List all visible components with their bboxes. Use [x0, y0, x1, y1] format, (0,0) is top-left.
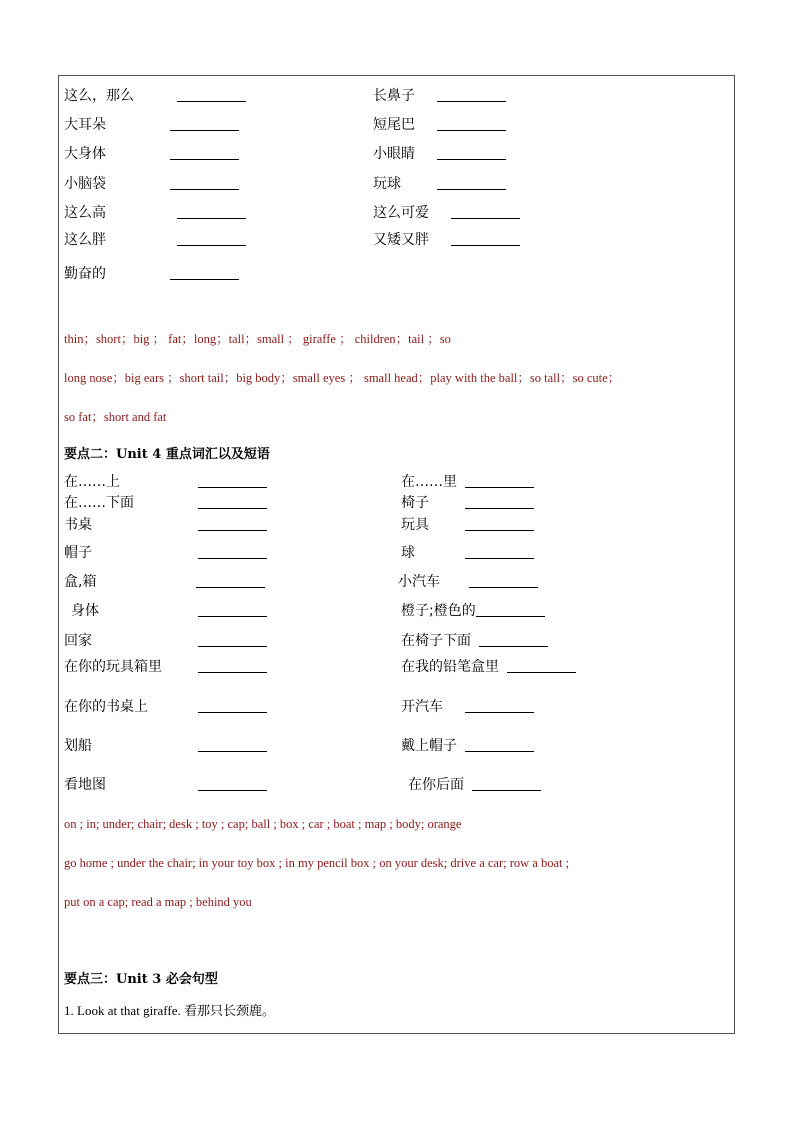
answer-blank[interactable] [198, 646, 267, 647]
answer-blank[interactable] [437, 189, 506, 190]
answer-blank[interactable] [177, 245, 246, 246]
answer-blank[interactable] [198, 487, 267, 488]
vocab-prompt: 大身体 [64, 146, 106, 162]
vocab-prompt: 球 [401, 545, 415, 561]
answer-blank[interactable] [177, 101, 246, 102]
vocab-prompt: 勤奋的 [64, 266, 106, 282]
answer-key-line: go home ; under the chair; in your toy box ; in my pencil box ; on your desk; drive a car; row a boat ; [64, 856, 570, 870]
vocab-prompt: 帽子 [64, 545, 92, 561]
key-sentence: 1. Look at that giraffe. 看那只长颈鹿。 [64, 1003, 275, 1018]
answer-blank[interactable] [198, 790, 267, 791]
vocab-prompt: 长鼻子 [373, 88, 415, 104]
section-heading: 要点三：Unit 3 必会句型 [64, 972, 218, 987]
answer-blank[interactable] [465, 712, 534, 713]
answer-blank[interactable] [170, 279, 239, 280]
answer-blank[interactable] [198, 712, 267, 713]
answer-key-line: so fat；short and fat [64, 410, 167, 424]
vocab-prompt: 盒,箱 [64, 574, 97, 590]
vocab-prompt: 这么可爱 [373, 205, 429, 221]
vocab-prompt: 在你的书桌上 [64, 699, 148, 715]
vocab-prompt: 身体 [71, 603, 99, 619]
vocab-prompt: 又矮又胖 [373, 232, 429, 248]
answer-blank[interactable] [196, 587, 265, 588]
vocab-prompt: 书桌 [64, 517, 92, 533]
answer-blank[interactable] [476, 616, 545, 617]
vocab-prompt: 在我的铅笔盒里 [401, 659, 499, 675]
answer-blank[interactable] [507, 672, 576, 673]
answer-blank[interactable] [451, 218, 520, 219]
answer-blank[interactable] [198, 672, 267, 673]
answer-key-line: thin；short；big ； fat；long；tall；small ； giraffe ； children；tail ；so [64, 332, 451, 346]
vocab-prompt: 在你后面 [408, 777, 464, 793]
vocab-prompt: 这么，那么 [64, 88, 134, 104]
answer-key-line: put on a cap; read a map ; behind you [64, 895, 252, 909]
answer-key-line: long nose；big ears ；short tail；big body；small eyes ； small head；play with the ball；so tall；so cute； [64, 371, 621, 385]
answer-blank[interactable] [437, 101, 506, 102]
vocab-prompt: 这么胖 [64, 232, 106, 248]
vocab-prompt: 戴上帽子 [401, 738, 457, 754]
answer-blank[interactable] [465, 751, 534, 752]
vocab-prompt: 这么高 [64, 205, 106, 221]
answer-blank[interactable] [170, 130, 239, 131]
answer-blank[interactable] [177, 218, 246, 219]
answer-blank[interactable] [465, 508, 534, 509]
answer-blank[interactable] [451, 245, 520, 246]
answer-blank[interactable] [479, 646, 548, 647]
vocab-prompt: 大耳朵 [64, 117, 106, 133]
vocab-prompt: 划船 [64, 738, 92, 754]
answer-blank[interactable] [198, 508, 267, 509]
vocab-prompt: 看地图 [64, 777, 106, 793]
vocab-prompt: 在椅子下面 [401, 633, 471, 649]
vocab-prompt: 在……上 [64, 474, 120, 490]
answer-key-line: on ; in; under; chair; desk ; toy ; cap; ball ; box ; car ; boat ; map ; body; orange [64, 817, 462, 831]
vocab-prompt: 小眼睛 [373, 146, 415, 162]
answer-blank[interactable] [437, 130, 506, 131]
answer-blank[interactable] [198, 751, 267, 752]
answer-blank[interactable] [469, 587, 538, 588]
vocab-prompt: 回家 [64, 633, 92, 649]
vocab-prompt: 椅子 [401, 495, 429, 511]
vocab-prompt: 小汽车 [398, 574, 440, 590]
vocab-prompt: 小脑袋 [64, 176, 106, 192]
answer-blank[interactable] [437, 159, 506, 160]
vocab-prompt: 玩球 [373, 176, 401, 192]
vocab-prompt: 在……里 [401, 474, 457, 490]
answer-blank[interactable] [170, 189, 239, 190]
answer-blank[interactable] [170, 159, 239, 160]
answer-blank[interactable] [198, 530, 267, 531]
answer-blank[interactable] [198, 558, 267, 559]
vocab-prompt: 橙子;橙色的 [401, 603, 476, 619]
answer-blank[interactable] [465, 487, 534, 488]
answer-blank[interactable] [465, 558, 534, 559]
answer-blank[interactable] [472, 790, 541, 791]
answer-blank[interactable] [198, 616, 267, 617]
vocab-prompt: 玩具 [401, 517, 429, 533]
vocab-prompt: 在你的玩具箱里 [64, 659, 162, 675]
answer-blank[interactable] [465, 530, 534, 531]
vocab-prompt: 短尾巴 [373, 117, 415, 133]
vocab-prompt: 在……下面 [64, 495, 134, 511]
vocab-prompt: 开汽车 [401, 699, 443, 715]
section-heading: 要点二：Unit 4 重点词汇以及短语 [64, 447, 270, 462]
